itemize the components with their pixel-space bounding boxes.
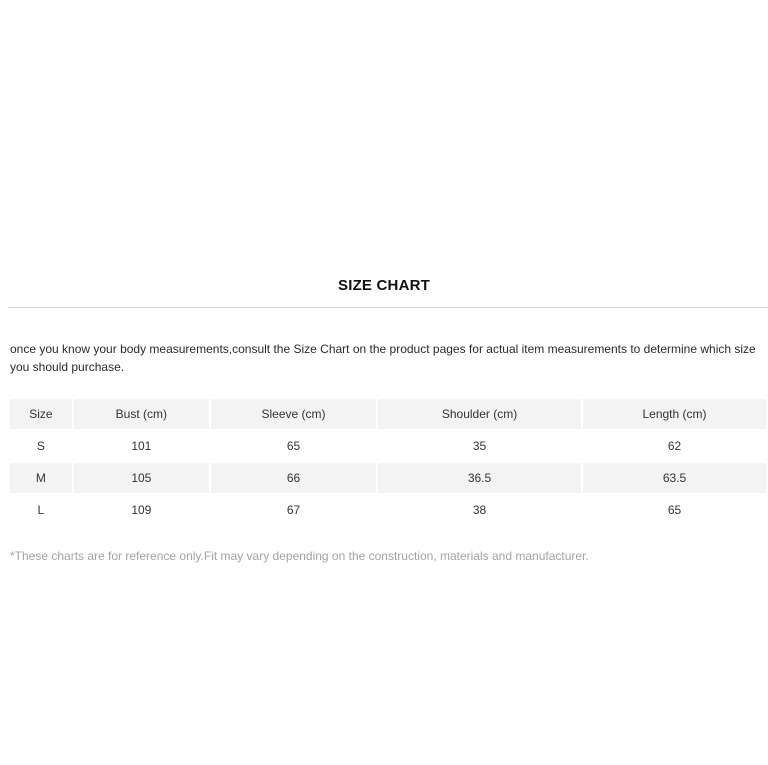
title-divider — [8, 307, 768, 308]
cell-shoulder: 36.5 — [378, 463, 581, 493]
cell-length: 63.5 — [583, 463, 766, 493]
cell-shoulder: 38 — [472, 503, 487, 517]
cell-size: M — [10, 463, 72, 493]
cell-sleeve: 65 — [286, 439, 301, 453]
table-row — [10, 495, 766, 525]
page-title: SIZE CHART — [338, 277, 430, 294]
cell-size: L — [37, 503, 45, 517]
intro-text: once you know your body measurements,consult the Size Chart on the product pages for actual item measurements to determine which size you should purchase. — [10, 342, 756, 374]
header-shoulder: Shoulder (cm) — [378, 399, 581, 429]
cell-shoulder: 35 — [472, 439, 487, 453]
cell-sleeve: 67 — [286, 503, 301, 517]
cell-bust: 109 — [131, 503, 152, 517]
cell-sleeve: 66 — [211, 463, 376, 493]
header-sleeve: Sleeve (cm) — [211, 399, 376, 429]
header-length: Length (cm) — [583, 399, 766, 429]
cell-bust: 101 — [131, 439, 152, 453]
cell-length: 65 — [667, 503, 682, 517]
size-chart-table — [8, 397, 768, 527]
header-bust: Bust (cm) — [74, 399, 209, 429]
cell-size: S — [36, 439, 45, 453]
table-row — [10, 431, 766, 461]
header-size: Size — [10, 399, 72, 429]
table-header-row — [10, 399, 766, 429]
disclaimer-note: *These charts are for reference only.Fit may vary depending on the construction, materials and manufacturer. — [10, 549, 589, 563]
table-row — [10, 463, 766, 493]
cell-length: 62 — [667, 439, 682, 453]
cell-bust: 105 — [74, 463, 209, 493]
